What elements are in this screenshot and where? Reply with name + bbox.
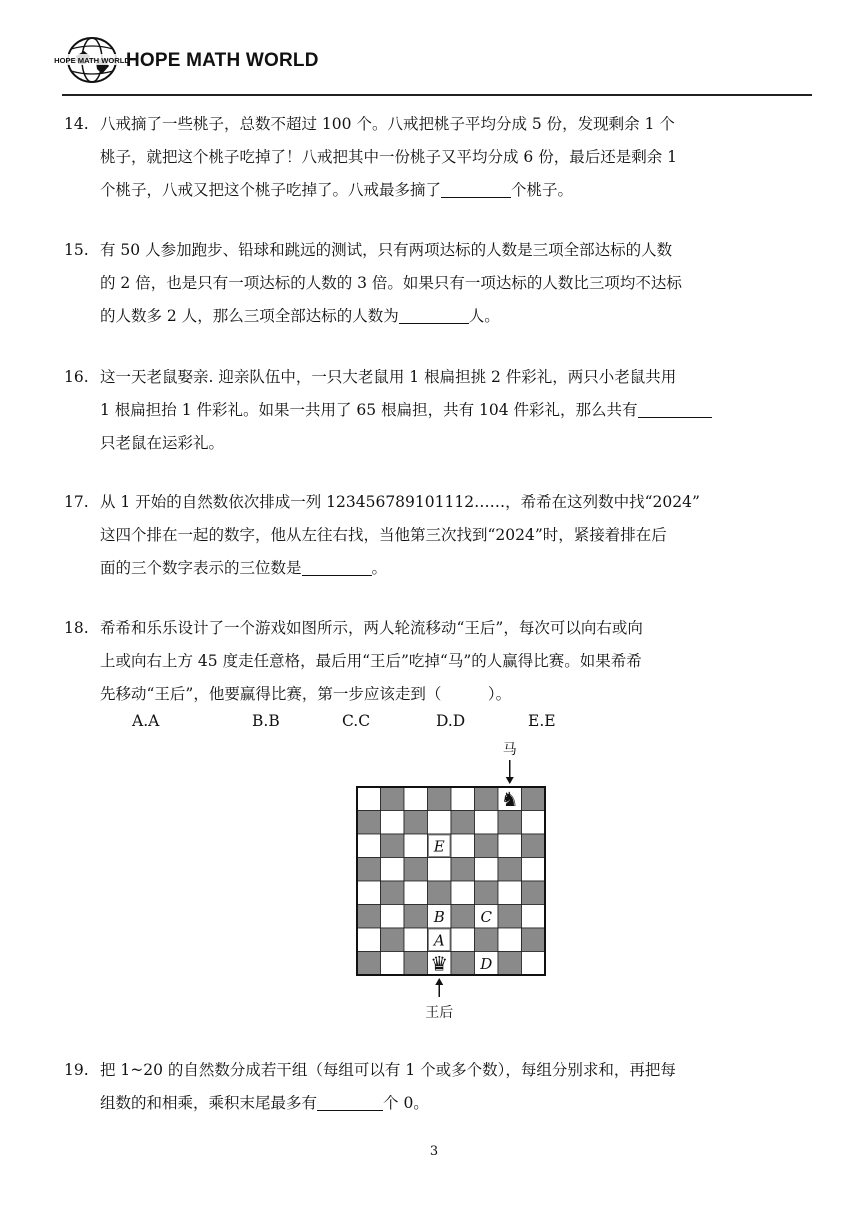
board-square[interactable]: [475, 834, 499, 858]
question-line: 组数的和相乘，乘积末尾最多有 个 0。: [100, 1087, 780, 1120]
question-line: 先移动“王后”，他要赢得比赛，第一步应该走到（ ）。: [100, 685, 512, 703]
option-a[interactable]: A.A: [132, 712, 160, 730]
board-square[interactable]: [381, 928, 405, 952]
question-18: [64, 612, 780, 711]
board-square[interactable]: [475, 787, 499, 811]
knight-piece-icon[interactable]: ♞: [500, 786, 519, 811]
board-square[interactable]: [522, 952, 546, 976]
square-label-e[interactable]: E: [433, 837, 445, 856]
board-square[interactable]: [451, 787, 475, 811]
board-square[interactable]: [404, 811, 428, 835]
board-square[interactable]: [404, 834, 428, 858]
board-square[interactable]: [451, 905, 475, 929]
board-square[interactable]: [451, 881, 475, 905]
square-label-a[interactable]: A: [433, 931, 445, 950]
board-square[interactable]: [357, 834, 381, 858]
board-square[interactable]: [357, 858, 381, 882]
question-line: 的 2 倍，也是只有一项达标的人数的 3 倍。如果只有一项达标的人数比三项均不达标: [100, 274, 682, 292]
question-line: 这一天老鼠娶亲. 迎亲队伍中，一只大老鼠用 1 根扁担挑 2 件彩礼，两只小老鼠共用: [100, 368, 677, 386]
board-square[interactable]: [428, 881, 452, 905]
question-16: [64, 361, 780, 460]
board-square[interactable]: [428, 858, 452, 882]
chess-board-figure: [310, 740, 600, 1030]
board-square[interactable]: [357, 811, 381, 835]
answer-blank[interactable]: [441, 177, 511, 198]
board-square[interactable]: [381, 787, 405, 811]
question-line: 希希和乐乐设计了一个游戏如图所示，两人轮流移动“王后”，每次可以向右或向: [100, 619, 643, 637]
header-divider: [62, 94, 812, 96]
board-square[interactable]: [522, 881, 546, 905]
board-square[interactable]: [451, 928, 475, 952]
board-square[interactable]: [522, 928, 546, 952]
queen-piece-icon[interactable]: ♛: [430, 951, 449, 976]
question-number: 14.: [64, 115, 89, 133]
board-square[interactable]: [498, 858, 522, 882]
board-square[interactable]: [381, 811, 405, 835]
question-line: 上或向右上方 45 度走任意格，最后用“王后”吃掉“马”的人赢得比赛。如果希希: [100, 652, 642, 670]
queen-label: 王后: [425, 1005, 454, 1021]
chess-board: [310, 740, 600, 1030]
board-square[interactable]: [498, 834, 522, 858]
board-square[interactable]: [381, 905, 405, 929]
question-line: 面的三个数字表示的三位数是 。: [100, 552, 780, 585]
question-line: 八戒摘了一些桃子，总数不超过 100 个。八戒把桃子平均分成 5 份，发现剩余 1 个: [100, 115, 675, 133]
board-square[interactable]: [404, 952, 428, 976]
board-square[interactable]: [475, 858, 499, 882]
knight-arrow-head-icon: [506, 777, 514, 784]
board-square[interactable]: [451, 811, 475, 835]
board-square[interactable]: [451, 952, 475, 976]
answer-blank[interactable]: [399, 303, 469, 324]
board-square[interactable]: [522, 834, 546, 858]
board-square[interactable]: [357, 928, 381, 952]
option-c[interactable]: C.C: [342, 712, 371, 730]
answer-options: [132, 712, 732, 738]
page-number: 3: [429, 1144, 439, 1159]
question-line: 有 50 人参加跑步、铅球和跳远的测试，只有两项达标的人数是三项全部达标的人数: [100, 241, 673, 259]
question-line: 从 1 开始的自然数依次排成一列 123456789101112……，希希在这列数中找“2024”: [100, 493, 700, 511]
board-square[interactable]: [498, 905, 522, 929]
question-19: [64, 1054, 780, 1120]
question-line: 个桃子，八戒又把这个桃子吃掉了。八戒最多摘了 个桃子。: [100, 174, 780, 207]
question-line: 把 1~20 的自然数分成若干组（每组可以有 1 个或多个数），每组分别求和，再把每: [100, 1061, 676, 1079]
board-square[interactable]: [498, 811, 522, 835]
knight-label: 马: [502, 742, 517, 758]
page-header: [54, 36, 812, 96]
board-square[interactable]: [381, 834, 405, 858]
square-label-c[interactable]: C: [480, 907, 492, 926]
queen-arrow-head-icon: [435, 978, 443, 985]
question-number: 16.: [64, 368, 89, 386]
question-number: 17.: [64, 493, 89, 511]
board-square[interactable]: [522, 905, 546, 929]
board-square[interactable]: [404, 928, 428, 952]
square-label-b[interactable]: B: [433, 907, 445, 926]
board-square[interactable]: [381, 881, 405, 905]
board-square[interactable]: [522, 787, 546, 811]
answer-blank[interactable]: [317, 1090, 383, 1111]
option-d[interactable]: D.D: [436, 712, 466, 730]
option-b[interactable]: B.B: [252, 712, 280, 730]
board-square[interactable]: [522, 858, 546, 882]
board-square[interactable]: [404, 787, 428, 811]
answer-blank[interactable]: [302, 555, 372, 576]
question-line: 1 根扁担抬 1 件彩礼。如果一共用了 65 根扁担，共有 104 件彩礼，那么共有: [100, 394, 780, 427]
board-square[interactable]: [381, 952, 405, 976]
board-square[interactable]: [428, 811, 452, 835]
board-square[interactable]: [498, 952, 522, 976]
board-square[interactable]: [428, 787, 452, 811]
question-line: 只老鼠在运彩礼。: [100, 434, 225, 452]
question-number: 19.: [64, 1061, 89, 1079]
question-17: [64, 486, 780, 585]
board-square[interactable]: [475, 881, 499, 905]
question-line: 这四个排在一起的数字，他从左往右找，当他第三次找到“2024”时，紧接着排在后: [100, 526, 667, 544]
question-line: 桃子，就把这个桃子吃掉了！八戒把其中一份桃子又平均分成 6 份，最后还是剩余 1: [100, 148, 678, 166]
brand-name: HOPE MATH WORLD: [126, 50, 319, 71]
board-square[interactable]: [404, 881, 428, 905]
board-square[interactable]: [404, 858, 428, 882]
board-square[interactable]: [475, 928, 499, 952]
question-15: [64, 234, 780, 333]
board-square[interactable]: [381, 858, 405, 882]
logo-text: HOPE MATH WORLD: [54, 56, 130, 65]
board-square[interactable]: [498, 928, 522, 952]
board-square[interactable]: [357, 952, 381, 976]
option-e[interactable]: E.E: [528, 712, 556, 730]
board-square[interactable]: [357, 905, 381, 929]
answer-blank[interactable]: [638, 397, 712, 418]
globe-logo-icon: [54, 36, 130, 84]
board-square[interactable]: [498, 881, 522, 905]
board-square[interactable]: [451, 858, 475, 882]
question-line: 的人数多 2 人，那么三项全部达标的人数为 人。: [100, 300, 780, 333]
question-number: 15.: [64, 241, 89, 259]
board-square[interactable]: [451, 834, 475, 858]
question-number: 18.: [64, 619, 89, 637]
board-square[interactable]: [522, 811, 546, 835]
board-square[interactable]: [357, 881, 381, 905]
question-14: [64, 108, 780, 207]
board-square[interactable]: [475, 811, 499, 835]
board-square[interactable]: [404, 905, 428, 929]
board-square[interactable]: [357, 787, 381, 811]
square-label-d[interactable]: D: [480, 954, 493, 973]
